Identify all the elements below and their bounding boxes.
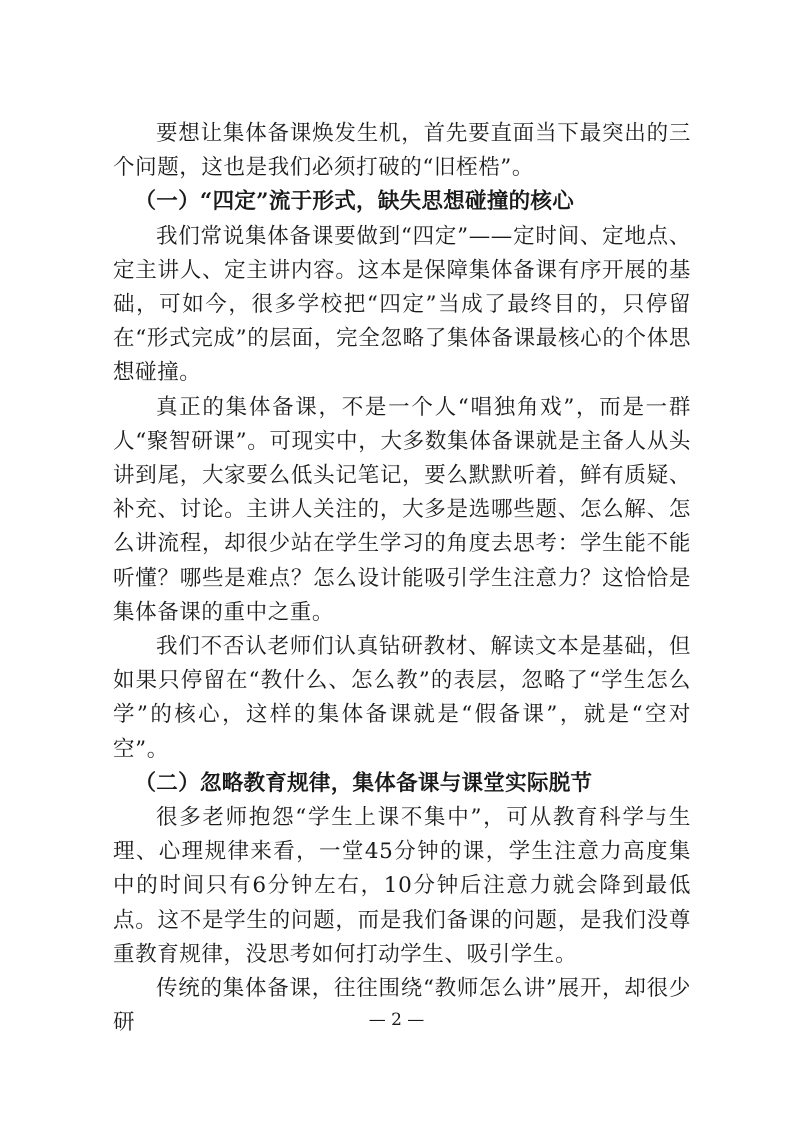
paragraph-real-collective: 真正的集体备课，不是一个人“唱独角戏”，而是一群人“聚智研课”。可现实中，大多数集体备课就是主备人从头讲到尾，大家要么低头记笔记，要么默默听着，鲜有质疑、补充、讨论。主讲人关注的，大多是选哪些题、怎么解、怎么讲流程，却很少站在学生学习的角度去思考：学生能不能听懂？哪些是难点？怎么设计能吸引学生注意力？这恰恰是集体备课的重中之重。 xyxy=(113,394,691,625)
paragraph-four-fixed: 我们常说集体备课要做到“四定”——定时间、定地点、定主讲人、定主讲内容。这本是保障集体备课有序开展的基础，可如今，很多学校把“四定”当成了最终目的，只停留在“形式完成”的层面，完全忽略了集体备课最核心的个体思想碰撞。 xyxy=(113,223,691,386)
paragraph-fake-preparation: 我们不否认老师们认真钻研教材、解读文本是基础，但如果只停留在“教什么、怎么教”的表层，忽略了“学生怎么学”的核心，这样的集体备课就是“假备课”，就是“空对空”。 xyxy=(113,634,691,762)
section-heading-one: （一）“四定”流于形式，缺失思想碰撞的核心 xyxy=(134,189,575,215)
paragraph-traditional: 传统的集体备课，往往围绕“教师怎么讲”展开，却很少研 xyxy=(113,976,691,1036)
page-number: — 2 — xyxy=(368,1010,425,1030)
section-heading-two: （二）忽略教育规律，集体备课与课堂实际脱节 xyxy=(134,770,593,796)
paragraph-attention: 很多老师抱怨“学生上课不集中”，可从教育科学与生理、心理规律来看，一堂45分钟的课，学生注意力高度集中的时间只有6分钟左右，10分钟后注意力就会降到最低点。这不是学生的问题，而是我们备课的问题，是我们没尊重教育规律，没思考如何打动学生、吸引学生。 xyxy=(113,805,691,967)
body-text xyxy=(113,117,691,1040)
paragraph-intro: 要想让集体备课焕发生机，首先要直面当下最突出的三个问题，这也是我们必须打破的“旧桎梏”。 xyxy=(113,121,691,181)
